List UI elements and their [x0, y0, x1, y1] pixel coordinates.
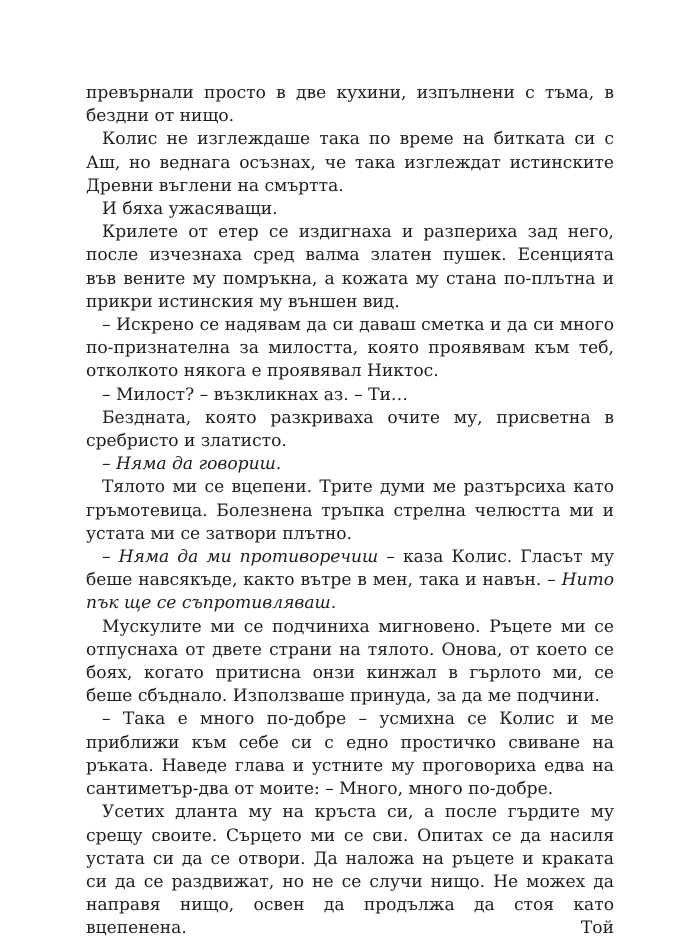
- book-page-text: [86, 82, 614, 941]
- paragraph: Крилете от етер се издигнаха и разпериха зад него, после изчезнаха сред валма златен пушек. Есенцията във вените му помръкна, а кожата му стана по-плътна и прикри истинския му външен вид.: [86, 222, 614, 312]
- dialogue-paragraph: – Искрено се надявам да си даваш сметка и да си много по-признателна за милостта, която проявявам към теб, отколкото някога е проявявал Никтос.: [86, 315, 614, 382]
- dialogue-paragraph: – Така е много по-добре – усмихна се Колис и ме приближи към себе си с едно простичко свиване на ръката. Наведе глава и устните му проговориха едва на сантиметър-два от моите: – Много, много по-добре.: [86, 709, 614, 800]
- italic-speech: Нито пък ще се съпротивляваш.: [86, 570, 614, 614]
- paragraph: Тялото ми се вцепени. Трите думи ме разтърсиха като гръмотевица. Болезнена тръпка стрелна челюстта ми и устата ми се затвори плътно.: [86, 477, 614, 544]
- dialogue-paragraph: [86, 546, 614, 616]
- italic-speech: – Няма да говориш.: [102, 454, 282, 475]
- dialogue-paragraph: [86, 453, 614, 476]
- paragraph: Колис не изглеждаше така по време на битката си с Аш, но веднага осъзнах, че така изглеждат истинските Древни въглени на смъртта.: [86, 129, 614, 196]
- paragraph: И бяха ужасяващи.: [102, 199, 278, 220]
- paragraph: Усетих дланта му на кръста си, а после гърдите му срещу своите. Сърцето ми се сви. Опитах се да насиля устата си да се отвори. Да наложа на ръцете и краката си да се раздвижат, но не се случи нищо. Не можех да направя нищо, освен да продължа да стоя като вцепенена. Той: [86, 802, 614, 939]
- paragraph-continuation: превърнали просто в две кухини, изпълнени с тъма, в бездни от нищо.: [86, 83, 614, 127]
- dialogue-paragraph: – Милост? – възкликнах аз. – Ти…: [102, 384, 408, 405]
- italic-speech: – Няма да ми противоречиш: [102, 547, 379, 568]
- paragraph: Мускулите ми се подчиниха мигновено. Ръцете ми се отпуснаха от двете страни на тялото. Онова, от което се боях, когато притисна онзи кинжал в гърлото ми, се беше сбъднало. Използваше принуда, за да ме подчини.: [86, 616, 614, 707]
- paragraph: Бездната, която разкриваха очите му, присветна в сребристо и златисто.: [86, 407, 614, 452]
- speech-narration: – каза Колис. Гласът му беше навсякъде, както вътре в мен, така и навън. –: [86, 547, 615, 591]
